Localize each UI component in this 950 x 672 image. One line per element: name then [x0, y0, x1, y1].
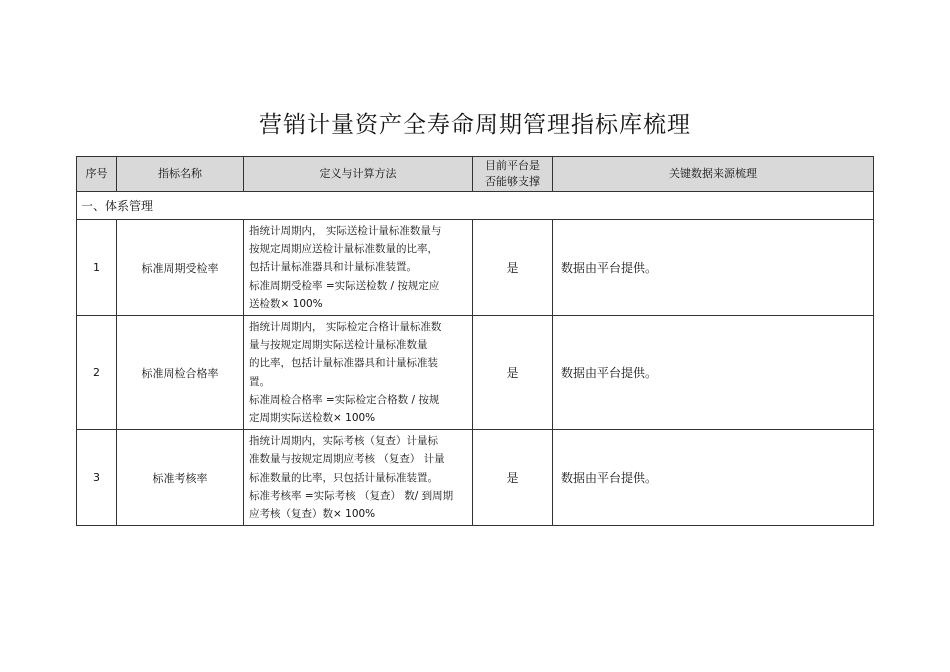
- definition-line: 置。: [249, 375, 270, 388]
- row-name: 标准周检合格率: [117, 316, 244, 430]
- definition-line: 送检数× 100%: [249, 297, 323, 310]
- definition-line: 标准数量的比率，只包括计量标准装置。: [249, 471, 438, 484]
- definition-line: 量与按规定周期实际送检计量标准数量: [249, 339, 428, 352]
- row-source: 数据由平台提供。: [553, 430, 874, 526]
- row-no: 3: [77, 430, 117, 526]
- row-source: 数据由平台提供。: [553, 220, 874, 316]
- definition-line: 指统计周期内，实际考核（复查）计量标: [249, 435, 438, 448]
- header-definition: 定义与计算方法: [244, 157, 473, 192]
- row-support: 是: [473, 316, 553, 430]
- row-no: 1: [77, 220, 117, 316]
- table-header-row: [77, 157, 874, 192]
- section-title: 一、体系管理: [77, 192, 874, 220]
- indicator-table: [76, 156, 874, 526]
- definition-line: 标准周检合格率 =实际检定合格数 / 按规: [249, 393, 440, 406]
- definition-line: 准数量与按规定周期应考核 （复查） 计量: [249, 453, 445, 466]
- table-row: [77, 430, 874, 526]
- definition-line: 的比率，包括计量标准器具和计量标准装: [249, 357, 438, 370]
- row-name: 标准周期受检率: [117, 220, 244, 316]
- header-support-line1: 目前平台是: [485, 159, 540, 172]
- row-definition: [244, 316, 473, 430]
- header-support: [473, 157, 553, 192]
- table-row: [77, 316, 874, 430]
- row-definition: [244, 430, 473, 526]
- definition-line: 标准周期受检率 =实际送检数 / 按规定应: [249, 279, 440, 292]
- table-row: [77, 220, 874, 316]
- definition-line: 标准考核率 =实际考核 （复查） 数/ 到周期: [249, 489, 454, 502]
- document-title: 营销计量资产全寿命周期管理指标库梳理: [259, 112, 691, 138]
- section-row: [77, 192, 874, 220]
- row-name: 标准考核率: [117, 430, 244, 526]
- row-no: 2: [77, 316, 117, 430]
- header-support-line2: 否能够支撑: [485, 175, 540, 188]
- definition-line: 指统计周期内， 实际检定合格计量标准数: [249, 321, 442, 334]
- definition-line: 指统计周期内， 实际送检计量标准数量与: [249, 225, 442, 237]
- row-support: 是: [473, 220, 553, 316]
- header-source: 关键数据来源梳理: [553, 157, 874, 192]
- header-no: 序号: [77, 157, 117, 192]
- row-definition: [244, 220, 473, 316]
- definition-line: 应考核（复查）数× 100%: [249, 508, 376, 521]
- definition-line: 包括计量标准器具和计量标准装置。: [249, 261, 417, 274]
- row-source: 数据由平台提供。: [553, 316, 874, 430]
- definition-line: 定周期实际送检数× 100%: [249, 412, 376, 425]
- row-support: 是: [473, 430, 553, 526]
- header-name: 指标名称: [117, 157, 244, 192]
- definition-line: 按规定周期应送检计量标准数量的比率，: [249, 243, 438, 256]
